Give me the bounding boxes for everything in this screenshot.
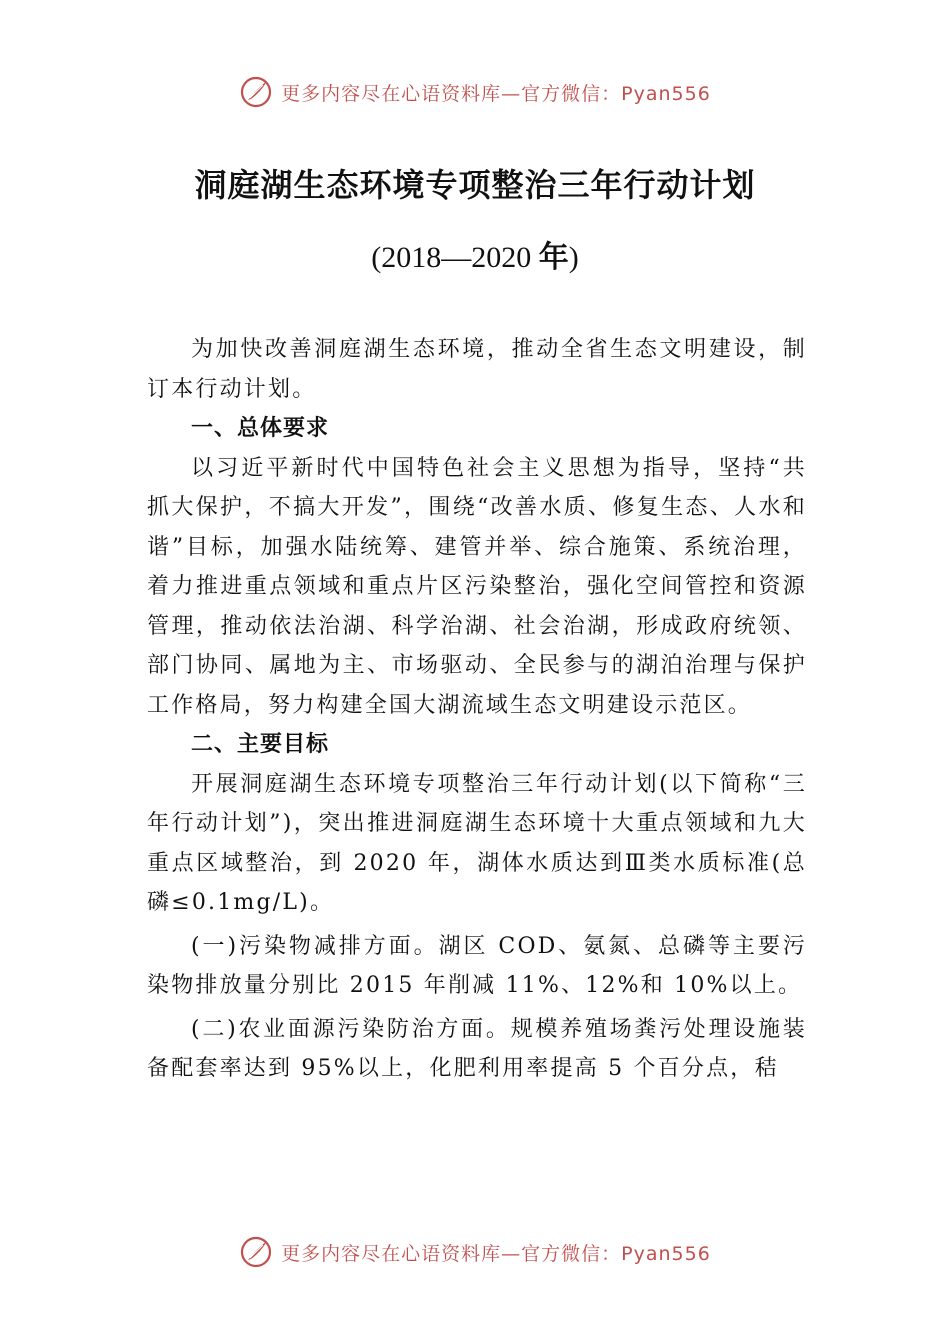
feather-seal-icon: [239, 1235, 273, 1269]
intro-paragraph: 为加快改善洞庭湖生态环境，推动全省生态文明建设，制订本行动计划。: [147, 337, 807, 402]
watermark-text: 更多内容尽在心语资料库—官方微信：Pyan556: [281, 1242, 711, 1265]
watermark-text: 更多内容尽在心语资料库—官方微信：Pyan556: [281, 82, 711, 105]
section-heading: 一、总体要求: [191, 416, 330, 441]
document-title: 洞庭湖生态环境专项整治三年行动计划: [194, 166, 756, 204]
watermark-header: [0, 72, 950, 112]
document-subtitle: (2018—2020 年): [371, 240, 579, 275]
watermark-footer: [0, 1232, 950, 1272]
body-paragraph: 开展洞庭湖生态环境专项整治三年行动计划(以下简称“三年行动计划”)，突出推进洞庭湖生态环境十大重点领域和九大重点区域整治，到 2020 年，湖体水质达到Ⅲ类水质标准(总磷≤0.1mg/L)。: [147, 771, 807, 915]
body-paragraph: (一)污染物减排方面。湖区 COD、氨氮、总磷等主要污染物排放量分别比 2015 年削减 11%、12%和 10%以上。: [147, 933, 807, 998]
document-body: [147, 330, 807, 1089]
section-heading: 二、主要目标: [191, 732, 330, 757]
body-paragraph: 以习近平新时代中国特色社会主义思想为指导，坚持“共抓大保护，不搞大开发”，围绕“改善水质、修复生态、人水和谐”目标，加强水陆统筹、建管并举、综合施策、系统治理，着力推进重点领域和重点片区污染整治，强化空间管控和资源管理，推动依法治湖、科学治湖、社会治湖，形成政府统领、部门协同、属地为主、市场驱动、全民参与的湖泊治理与保护工作格局，努力构建全国大湖流域生态文明建设示范区。: [147, 455, 807, 718]
body-paragraph: (二)农业面源污染防治方面。规模养殖场粪污处理设施装备配套率达到 95%以上，化肥利用率提高 5 个百分点，秸: [147, 1016, 807, 1081]
feather-seal-icon: [239, 75, 273, 109]
